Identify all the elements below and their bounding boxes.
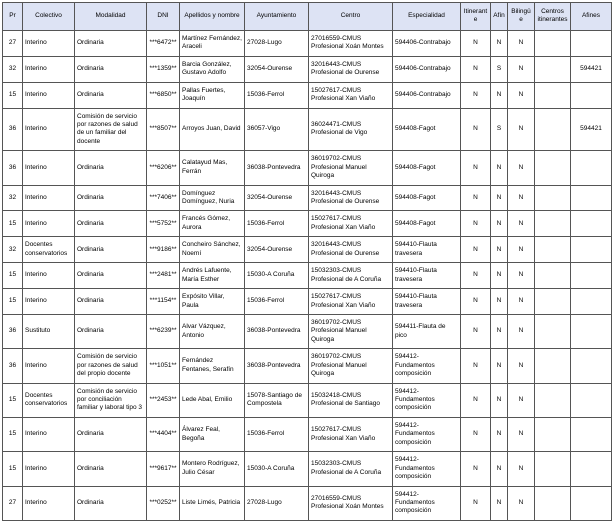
cell-apellidos-y-nombre: Liste Limés, Patricia — [180, 486, 245, 520]
table-row — [3, 452, 612, 486]
cell-centro: 15027617-CMUS Profesional Xan Viaño — [309, 417, 393, 451]
table-header-row — [3, 3, 612, 31]
cell-especialidad: 594411-Flauta de pico — [393, 314, 461, 348]
cell-centro: 15027617-CMUS Profesional Xan Viaño — [309, 289, 393, 315]
cell-itinerante: N — [461, 30, 491, 56]
cell-afin: N — [491, 211, 508, 237]
cell-centro: 15032303-CMUS Profesional de A Coruña — [309, 263, 393, 289]
cell-ayuntamiento: 36057-Vigo — [245, 108, 309, 151]
cell-afines: 594421 — [571, 56, 612, 82]
cell-centro: 36019702-CMUS Profesional Manuel Quiroga — [309, 349, 393, 383]
assignments-table — [2, 2, 612, 521]
cell-colectivo: Interino — [23, 185, 75, 211]
cell-pr: 36 — [3, 314, 23, 348]
table-row — [3, 151, 612, 185]
cell-afines — [571, 211, 612, 237]
cell-bilingue: N — [508, 289, 535, 315]
cell-dni: ***6472** — [147, 30, 180, 56]
cell-colectivo: Sustituto — [23, 314, 75, 348]
cell-afin: N — [491, 185, 508, 211]
cell-apellidos-y-nombre: Montero Rodríguez, Julio César — [180, 452, 245, 486]
cell-itinerante: N — [461, 151, 491, 185]
cell-centros-itinerantes — [535, 349, 571, 383]
cell-centros-itinerantes — [535, 82, 571, 108]
cell-bilingue: N — [508, 314, 535, 348]
cell-ayuntamiento: 27028-Lugo — [245, 486, 309, 520]
cell-colectivo: Interino — [23, 263, 75, 289]
cell-pr: 36 — [3, 151, 23, 185]
cell-modalidad: Comisión de servicio por razones de salud de un familiar del docente — [75, 108, 147, 151]
cell-ayuntamiento: 32054-Ourense — [245, 185, 309, 211]
cell-afin: N — [491, 151, 508, 185]
cell-itinerante: N — [461, 417, 491, 451]
cell-modalidad: Ordinaria — [75, 417, 147, 451]
cell-centros-itinerantes — [535, 237, 571, 263]
cell-dni: ***6206** — [147, 151, 180, 185]
cell-afines — [571, 289, 612, 315]
cell-afines — [571, 314, 612, 348]
table-row — [3, 486, 612, 520]
cell-colectivo: Interino — [23, 30, 75, 56]
column-header-pr: Pr — [3, 3, 23, 31]
table-row — [3, 289, 612, 315]
cell-centro: 27016559-CMUS Profesional Xoán Montes — [309, 486, 393, 520]
cell-afin: N — [491, 30, 508, 56]
cell-bilingue: N — [508, 108, 535, 151]
cell-dni: ***1051** — [147, 349, 180, 383]
cell-afines — [571, 30, 612, 56]
cell-bilingue: N — [508, 417, 535, 451]
column-header-modalidad: Modalidad — [75, 3, 147, 31]
cell-colectivo: Interino — [23, 56, 75, 82]
table-row — [3, 349, 612, 383]
cell-afin: N — [491, 349, 508, 383]
cell-afin: N — [491, 486, 508, 520]
cell-centro: 32016443-CMUS Profesional de Ourense — [309, 56, 393, 82]
cell-centros-itinerantes — [535, 383, 571, 417]
cell-modalidad: Ordinaria — [75, 211, 147, 237]
cell-afines — [571, 237, 612, 263]
cell-itinerante: N — [461, 289, 491, 315]
cell-colectivo: Interino — [23, 211, 75, 237]
cell-itinerante: N — [461, 108, 491, 151]
cell-modalidad: Ordinaria — [75, 314, 147, 348]
cell-colectivo: Interino — [23, 452, 75, 486]
cell-pr: 15 — [3, 417, 23, 451]
cell-colectivo: Interino — [23, 108, 75, 151]
cell-pr: 15 — [3, 211, 23, 237]
cell-afin: S — [491, 56, 508, 82]
cell-afines — [571, 151, 612, 185]
cell-centros-itinerantes — [535, 263, 571, 289]
cell-apellidos-y-nombre: Fernández Fentanes, Serafín — [180, 349, 245, 383]
cell-modalidad: Ordinaria — [75, 237, 147, 263]
cell-centro: 36024471-CMUS Profesional de Vigo — [309, 108, 393, 151]
cell-afin: N — [491, 314, 508, 348]
cell-itinerante: N — [461, 211, 491, 237]
cell-dni: ***1154** — [147, 289, 180, 315]
cell-apellidos-y-nombre: Martínez Fernández, Araceli — [180, 30, 245, 56]
cell-bilingue: N — [508, 211, 535, 237]
cell-pr: 15 — [3, 452, 23, 486]
cell-apellidos-y-nombre: Barcia González, Gustavo Adolfo — [180, 56, 245, 82]
cell-apellidos-y-nombre: Concheiro Sánchez, Noemí — [180, 237, 245, 263]
cell-pr: 32 — [3, 237, 23, 263]
cell-apellidos-y-nombre: Domínguez Domínguez, Nuria — [180, 185, 245, 211]
cell-afin: N — [491, 417, 508, 451]
cell-pr: 36 — [3, 349, 23, 383]
column-header-centro: Centro — [309, 3, 393, 31]
cell-centro: 32016443-CMUS Profesional de Ourense — [309, 185, 393, 211]
cell-centros-itinerantes — [535, 289, 571, 315]
cell-afines: 594421 — [571, 108, 612, 151]
cell-ayuntamiento: 36038-Pontevedra — [245, 349, 309, 383]
cell-bilingue: N — [508, 486, 535, 520]
table-row — [3, 108, 612, 151]
cell-afines — [571, 452, 612, 486]
cell-especialidad: 594412-Fundamentos composición — [393, 452, 461, 486]
cell-ayuntamiento: 36038-Pontevedra — [245, 151, 309, 185]
cell-centro: 15032303-CMUS Profesional de A Coruña — [309, 452, 393, 486]
cell-bilingue: N — [508, 56, 535, 82]
cell-bilingue: N — [508, 185, 535, 211]
cell-centro: 36019702-CMUS Profesional Manuel Quiroga — [309, 314, 393, 348]
cell-dni: ***1359** — [147, 56, 180, 82]
cell-dni: ***9617** — [147, 452, 180, 486]
cell-centro: 32016443-CMUS Profesional de Ourense — [309, 237, 393, 263]
column-header-ayuntamiento: Ayuntamiento — [245, 3, 309, 31]
cell-modalidad: Ordinaria — [75, 486, 147, 520]
cell-pr: 15 — [3, 263, 23, 289]
cell-pr: 32 — [3, 56, 23, 82]
cell-dni: ***5752** — [147, 211, 180, 237]
column-header-especialidad: Especialidad — [393, 3, 461, 31]
cell-itinerante: N — [461, 486, 491, 520]
cell-colectivo: Interino — [23, 349, 75, 383]
cell-afines — [571, 486, 612, 520]
cell-pr: 36 — [3, 108, 23, 151]
cell-ayuntamiento: 15036-Ferrol — [245, 82, 309, 108]
cell-dni: ***8507** — [147, 108, 180, 151]
table-row — [3, 263, 612, 289]
cell-bilingue: N — [508, 263, 535, 289]
cell-itinerante: N — [461, 185, 491, 211]
cell-afin: N — [491, 237, 508, 263]
cell-centros-itinerantes — [535, 151, 571, 185]
cell-dni: ***7406** — [147, 185, 180, 211]
cell-ayuntamiento: 15078-Santiago de Compostela — [245, 383, 309, 417]
cell-dni: ***6239** — [147, 314, 180, 348]
cell-dni: ***0252** — [147, 486, 180, 520]
cell-pr: 15 — [3, 289, 23, 315]
cell-especialidad: 594412-Fundamentos composición — [393, 486, 461, 520]
cell-apellidos-y-nombre: Arroyos Juan, David — [180, 108, 245, 151]
cell-colectivo: Docentes conservatorios — [23, 237, 75, 263]
cell-apellidos-y-nombre: Alvar Vázquez, Antonio — [180, 314, 245, 348]
cell-afines — [571, 185, 612, 211]
cell-ayuntamiento: 15030-A Coruña — [245, 263, 309, 289]
cell-apellidos-y-nombre: Álvarez Feal, Begoña — [180, 417, 245, 451]
cell-dni: ***2453** — [147, 383, 180, 417]
cell-colectivo: Interino — [23, 289, 75, 315]
cell-especialidad: 594410-Flauta travesera — [393, 263, 461, 289]
cell-especialidad: 594406-Contrabajo — [393, 30, 461, 56]
column-header-apellidos-y-nombre: Apellidos y nombre — [180, 3, 245, 31]
cell-dni: ***6850** — [147, 82, 180, 108]
cell-modalidad: Ordinaria — [75, 452, 147, 486]
cell-modalidad: Ordinaria — [75, 82, 147, 108]
cell-centros-itinerantes — [535, 211, 571, 237]
cell-centros-itinerantes — [535, 452, 571, 486]
cell-modalidad: Comisión de servicio por conciliación familiar y laboral tipo 3 — [75, 383, 147, 417]
cell-especialidad: 594408-Fagot — [393, 108, 461, 151]
cell-bilingue: N — [508, 82, 535, 108]
cell-modalidad: Ordinaria — [75, 185, 147, 211]
cell-colectivo: Interino — [23, 417, 75, 451]
column-header-dni: DNI — [147, 3, 180, 31]
cell-especialidad: 594408-Fagot — [393, 185, 461, 211]
cell-centros-itinerantes — [535, 108, 571, 151]
cell-itinerante: N — [461, 56, 491, 82]
cell-itinerante: N — [461, 237, 491, 263]
column-header-centros-itinerantes: Centros itinerantes — [535, 3, 571, 31]
cell-bilingue: N — [508, 452, 535, 486]
cell-apellidos-y-nombre: Andrés Lafuente, María Esther — [180, 263, 245, 289]
cell-apellidos-y-nombre: Lede Abal, Emilio — [180, 383, 245, 417]
cell-ayuntamiento: 15036-Ferrol — [245, 289, 309, 315]
table-row — [3, 237, 612, 263]
column-header-colectivo: Colectivo — [23, 3, 75, 31]
table-row — [3, 82, 612, 108]
cell-modalidad: Ordinaria — [75, 151, 147, 185]
cell-bilingue: N — [508, 237, 535, 263]
cell-centros-itinerantes — [535, 185, 571, 211]
cell-afin: N — [491, 452, 508, 486]
table-row — [3, 314, 612, 348]
cell-centro: 36019702-CMUS Profesional Manuel Quiroga — [309, 151, 393, 185]
cell-bilingue: N — [508, 383, 535, 417]
cell-itinerante: N — [461, 263, 491, 289]
cell-modalidad: Ordinaria — [75, 30, 147, 56]
cell-bilingue: N — [508, 30, 535, 56]
cell-especialidad: 594412-Fundamentos composición — [393, 349, 461, 383]
cell-apellidos-y-nombre: Expósito Villar, Paula — [180, 289, 245, 315]
cell-colectivo: Docentes conservatorios — [23, 383, 75, 417]
cell-pr: 15 — [3, 383, 23, 417]
cell-centros-itinerantes — [535, 486, 571, 520]
cell-colectivo: Interino — [23, 82, 75, 108]
cell-pr: 15 — [3, 82, 23, 108]
cell-pr: 27 — [3, 30, 23, 56]
cell-afines — [571, 263, 612, 289]
table-row — [3, 185, 612, 211]
cell-afines — [571, 417, 612, 451]
cell-dni: ***4404** — [147, 417, 180, 451]
cell-afines — [571, 82, 612, 108]
column-header-afines: Afines — [571, 3, 612, 31]
cell-modalidad: Comisión de servicio por razones de salud del propio docente — [75, 349, 147, 383]
cell-afin: S — [491, 108, 508, 151]
table-row — [3, 383, 612, 417]
cell-ayuntamiento: 15030-A Coruña — [245, 452, 309, 486]
cell-apellidos-y-nombre: Calatayud Mas, Ferrán — [180, 151, 245, 185]
cell-itinerante: N — [461, 383, 491, 417]
cell-pr: 32 — [3, 185, 23, 211]
cell-especialidad: 594406-Contrabajo — [393, 56, 461, 82]
cell-ayuntamiento: 27028-Lugo — [245, 30, 309, 56]
cell-centro: 15027617-CMUS Profesional Xan Viaño — [309, 82, 393, 108]
cell-afin: N — [491, 263, 508, 289]
cell-dni: ***2481** — [147, 263, 180, 289]
cell-centros-itinerantes — [535, 30, 571, 56]
cell-afin: N — [491, 383, 508, 417]
cell-pr: 27 — [3, 486, 23, 520]
cell-especialidad: 594410-Flauta travesera — [393, 289, 461, 315]
column-header-itinerante: Itinerante — [461, 3, 491, 31]
column-header-bilingue: Bilingüe — [508, 3, 535, 31]
cell-itinerante: N — [461, 349, 491, 383]
cell-especialidad: 594410-Flauta travesera — [393, 237, 461, 263]
cell-dni: ***9186** — [147, 237, 180, 263]
cell-apellidos-y-nombre: Francés Gómez, Aurora — [180, 211, 245, 237]
cell-itinerante: N — [461, 452, 491, 486]
cell-ayuntamiento: 32054-Ourense — [245, 237, 309, 263]
cell-afin: N — [491, 289, 508, 315]
cell-especialidad: 594408-Fagot — [393, 211, 461, 237]
cell-itinerante: N — [461, 82, 491, 108]
cell-centro: 15027617-CMUS Profesional Xan Viaño — [309, 211, 393, 237]
cell-colectivo: Interino — [23, 151, 75, 185]
cell-modalidad: Ordinaria — [75, 56, 147, 82]
cell-apellidos-y-nombre: Pallas Fuertes, Joaquín — [180, 82, 245, 108]
cell-especialidad: 594408-Fagot — [393, 151, 461, 185]
column-header-afin: Afín — [491, 3, 508, 31]
cell-especialidad: 594412-Fundamentos composición — [393, 383, 461, 417]
cell-ayuntamiento: 32054-Ourense — [245, 56, 309, 82]
cell-itinerante: N — [461, 314, 491, 348]
table-row — [3, 211, 612, 237]
cell-ayuntamiento: 15036-Ferrol — [245, 211, 309, 237]
cell-afin: N — [491, 82, 508, 108]
cell-bilingue: N — [508, 151, 535, 185]
table-row — [3, 417, 612, 451]
cell-ayuntamiento: 36038-Pontevedra — [245, 314, 309, 348]
table-row — [3, 56, 612, 82]
table-row — [3, 30, 612, 56]
cell-ayuntamiento: 15036-Ferrol — [245, 417, 309, 451]
cell-centros-itinerantes — [535, 56, 571, 82]
cell-afines — [571, 349, 612, 383]
cell-colectivo: Interino — [23, 486, 75, 520]
cell-centro: 27016559-CMUS Profesional Xoán Montes — [309, 30, 393, 56]
cell-centros-itinerantes — [535, 417, 571, 451]
cell-modalidad: Ordinaria — [75, 263, 147, 289]
cell-bilingue: N — [508, 349, 535, 383]
cell-afines — [571, 383, 612, 417]
cell-especialidad: 594412-Fundamentos composición — [393, 417, 461, 451]
cell-especialidad: 594406-Contrabajo — [393, 82, 461, 108]
cell-modalidad: Ordinaria — [75, 289, 147, 315]
cell-centro: 15032418-CMUS Profesional de Santiago — [309, 383, 393, 417]
cell-centros-itinerantes — [535, 314, 571, 348]
